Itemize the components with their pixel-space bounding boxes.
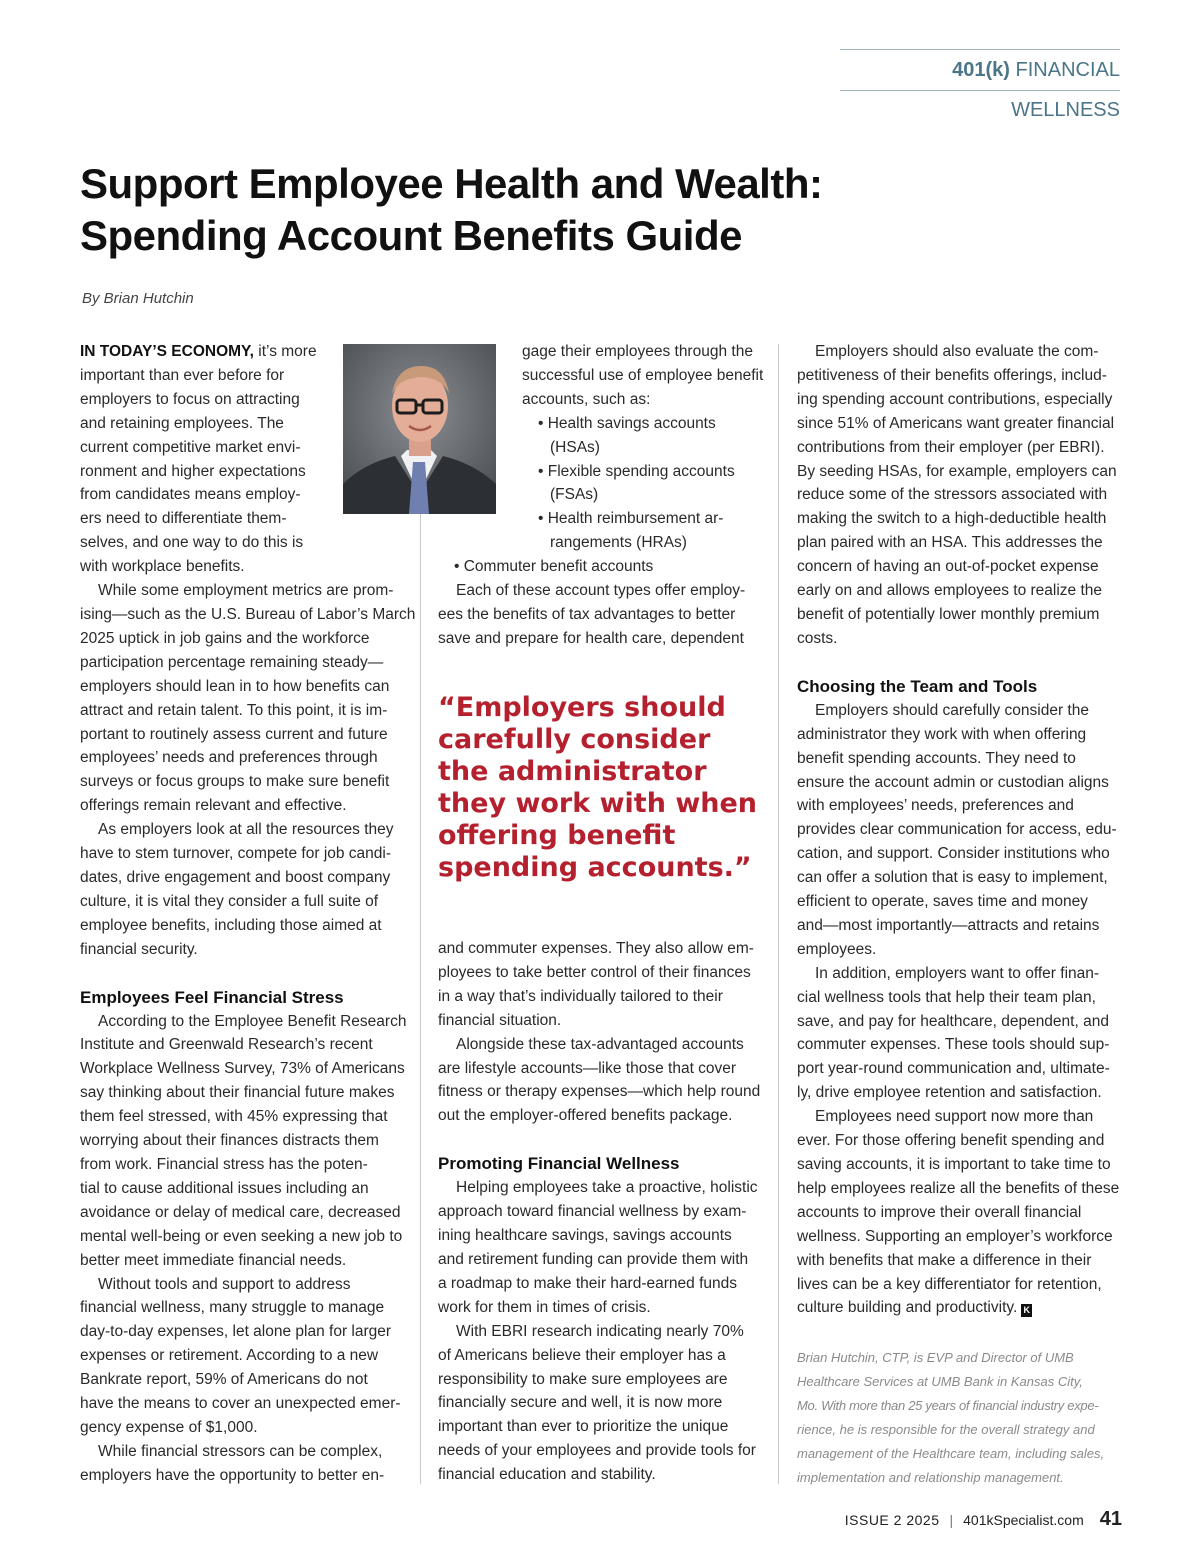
bullet-item: • Commuter benefit accounts	[454, 558, 654, 576]
text-line: out the employer-offered benefits package.	[438, 1107, 733, 1125]
text-line: employers should lean in to how benefits can	[80, 677, 390, 695]
section-label	[840, 49, 1120, 121]
text-line: financial situation.	[438, 1011, 562, 1029]
text-line: since 51% of Americans want greater financial	[797, 414, 1115, 432]
section-label-strong: 401(k)	[952, 59, 1010, 81]
column-2-bottom	[438, 937, 768, 1487]
author-bio	[797, 1346, 1127, 1489]
pull-quote-line: “Employers should	[438, 692, 726, 723]
text-line: save, and pay for healthcare, dependent, and	[797, 1012, 1109, 1030]
bio-line: management of the Healthcare team, including sales,	[797, 1445, 1105, 1461]
text-line: and—most importantly—attracts and retains	[797, 916, 1100, 934]
text-line: financial security.	[80, 940, 198, 958]
article-title	[80, 158, 1080, 262]
text-line: can offer a solution that is easy to implement,	[797, 869, 1108, 887]
title-line: Support Employee Health and Wealth:	[80, 160, 823, 207]
text-line: plan paired with an HSA. This addresses the	[797, 534, 1103, 552]
text-line: in a way that’s individually tailored to their	[438, 987, 723, 1005]
text-line: making the switch to a high-deductible health	[797, 510, 1107, 528]
bio-line: Mo. With more than 25 years of financial industry expe-	[797, 1397, 1099, 1413]
text-line: Each of these account types offer employ-	[456, 582, 746, 600]
text-line: help employees realize all the benefits of these	[797, 1179, 1120, 1197]
text-line: lives can be a key differentiator for retention,	[797, 1275, 1102, 1293]
footer-separator: |	[949, 1512, 954, 1528]
text-line: tial to cause additional issues including an	[80, 1179, 369, 1197]
bullet-item-cont: rangements (HRAs)	[550, 534, 687, 552]
pull-quote-line: carefully consider	[438, 724, 711, 755]
text-line: with workplace benefits.	[80, 558, 245, 576]
text-line: from candidates means employ-	[80, 486, 301, 504]
paragraph	[80, 1010, 410, 1273]
text-line: better meet immediate financial needs.	[80, 1251, 347, 1269]
text-line: expenses or retirement. According to a new	[80, 1347, 379, 1365]
text-line: financial wellness, many struggle to manage	[80, 1299, 385, 1317]
text-line: cial wellness tools that help their team plan,	[797, 988, 1096, 1006]
text-line: important than ever to prioritize the unique	[438, 1418, 729, 1436]
text-line: benefit spending accounts. They need to	[797, 749, 1076, 767]
text-line: and commuter expenses. They also allow em-	[438, 940, 754, 957]
text-line: In addition, employers want to offer finan-	[815, 964, 1100, 982]
issue-label: ISSUE 2 2025	[844, 1512, 940, 1528]
text-line: Employees need support now more than	[815, 1108, 1094, 1126]
text-line: culture building and productivity.	[797, 1299, 1018, 1317]
bullet-item-cont: (HSAs)	[550, 438, 600, 456]
byline: By Brian Hutchin	[82, 290, 194, 307]
text-line: mental well-being or even seeking a new job to	[80, 1227, 403, 1245]
text-line: selves, and one way to do this is	[80, 534, 304, 552]
text-line: Employers should also evaluate the com-	[815, 343, 1099, 360]
text-line: successful use of employee benefit	[522, 366, 764, 384]
text-line: employees.	[797, 940, 877, 958]
text-line: important than ever before for	[80, 366, 285, 384]
text-line: with benefits that make a difference in their	[797, 1251, 1092, 1269]
text-line: gency expense of $1,000.	[80, 1418, 258, 1436]
paragraph	[80, 1440, 410, 1488]
text-line: day-to-day expenses, let alone plan for larger	[80, 1323, 392, 1341]
bio-line: rience, he is responsible for the overall strategy and	[797, 1421, 1095, 1437]
text-line: ing spending account contributions, especially	[797, 390, 1113, 408]
text-line: cation, and support. Consider institutions who	[797, 845, 1110, 863]
text-line: ever. For those offering benefit spending and	[797, 1132, 1105, 1150]
text-line: 2025 uptick in job gains and the workforce	[80, 629, 370, 647]
end-mark-icon: K	[1021, 1304, 1032, 1317]
column-rule-right	[778, 344, 779, 1484]
text-line: participation percentage remaining steady—	[80, 653, 384, 671]
text-line: petitiveness of their benefits offerings, includ-	[797, 366, 1107, 384]
text-line: with employees’ needs, preferences and	[797, 797, 1074, 815]
bullet-item: • Health reimbursement ar-	[538, 510, 724, 528]
text-line: benefit of potentially lower monthly premium	[797, 605, 1100, 623]
page-footer	[845, 1508, 1122, 1538]
text-line: responsibility to make sure employees are	[438, 1370, 728, 1388]
text-line: Institute and Greenwald Research’s recent	[80, 1036, 373, 1054]
text-line: financially secure and well, it is now more	[438, 1394, 723, 1412]
text-line: Alongside these tax-advantaged accounts	[456, 1035, 744, 1053]
text-line: accounts, such as:	[522, 390, 651, 408]
text-line: port year-round communication and, ultimate-	[797, 1060, 1110, 1078]
bio-line: implementation and relationship management.	[797, 1469, 1064, 1485]
text-line: offerings remain relevant and effective.	[80, 797, 347, 815]
text-line: reduce some of the stressors associated with	[797, 486, 1108, 504]
column-rule-left	[420, 344, 421, 1484]
text-line: ees the benefits of tax advantages to better	[438, 605, 736, 623]
text-line: fitness or therapy expenses—which help round	[438, 1083, 761, 1101]
text-line: Workplace Wellness Survey, 73% of Americans	[80, 1060, 405, 1078]
text-line: approach toward financial wellness by exam-	[438, 1203, 747, 1221]
text-line: costs.	[797, 629, 838, 647]
text-line: efficient to operate, saves time and money	[797, 893, 1088, 911]
text-line: surveys or focus groups to make sure benefit	[80, 773, 390, 791]
text-line: current competitive market envi-	[80, 438, 301, 456]
title-line: Spending Account Benefits Guide	[80, 212, 742, 259]
text-line: of Americans believe their employer has a	[438, 1346, 726, 1364]
pull-quote-line: offering benefit	[438, 820, 676, 851]
text-line: a roadmap to make their hard-earned funds	[438, 1274, 737, 1292]
pull-quote-line: they work with when	[438, 788, 758, 819]
text-line: financial education and stability.	[438, 1466, 656, 1484]
text-line: saving accounts, it is important to take time to	[797, 1156, 1111, 1173]
subhead-financial-stress: Employees Feel Financial Stress	[80, 987, 344, 1007]
text-line: worrying about their finances distracts them	[80, 1132, 379, 1150]
bullet-item: • Flexible spending accounts	[538, 462, 735, 480]
text-line: save and prepare for health care, dependent	[438, 629, 744, 647]
text-line: employers to focus on attracting	[80, 390, 300, 408]
text-line: gage their employees through the	[522, 343, 753, 360]
text-line: While financial stressors can be complex,	[98, 1442, 383, 1460]
text-line: As employers look at all the resources they	[98, 821, 394, 839]
lead-in: IN TODAY’S ECONOMY,	[80, 343, 254, 360]
subhead-promoting: Promoting Financial Wellness	[438, 1154, 680, 1174]
paragraph-intro	[80, 340, 410, 579]
paragraph	[80, 579, 416, 818]
site-link[interactable]: 401kSpecialist.com	[963, 1512, 1084, 1528]
paragraph	[80, 1273, 410, 1440]
text-line: and retirement funding can provide them with	[438, 1250, 749, 1268]
text-line: culture, it is vital they consider a full suite of	[80, 892, 379, 910]
text-line: employers have the opportunity to better en-	[80, 1466, 385, 1484]
bio-line: Healthcare Services at UMB Bank in Kansas City,	[797, 1373, 1083, 1389]
text-line: Employers should carefully consider the	[815, 701, 1089, 719]
bullet-item-cont: (FSAs)	[550, 486, 599, 504]
text-line: Without tools and support to address	[98, 1275, 351, 1293]
text-line: contributions from their employer (per EBRI).	[797, 438, 1105, 456]
text-line: have to stem turnover, compete for job candi-	[80, 845, 392, 863]
text-line: ining healthcare savings, savings accounts	[438, 1227, 732, 1245]
text-line: needs of your employees and provide tools for	[438, 1442, 756, 1460]
bio-line: Brian Hutchin, CTP, is EVP and Director of UMB	[797, 1350, 1074, 1365]
text-line: have the means to cover an unexpected emer-	[80, 1395, 401, 1413]
pull-quote-line: the administrator	[438, 756, 707, 787]
text-line: ronment and higher expectations	[80, 462, 306, 480]
column-1	[80, 340, 416, 1488]
text-line: attract and retain talent. To this point, it is im-	[80, 701, 388, 719]
text-line: work for them in times of crisis.	[438, 1298, 651, 1316]
subhead-choosing: Choosing the Team and Tools	[797, 676, 1038, 696]
text-line: ly, drive employee retention and satisfaction.	[797, 1084, 1102, 1102]
text-line: While some employment metrics are prom-	[98, 582, 394, 600]
bullet-item: • Health savings accounts	[538, 414, 716, 432]
text-line: commuter expenses. These tools should sup-	[797, 1036, 1110, 1054]
text-line: dates, drive engagement and boost company	[80, 868, 391, 886]
text-line: According to the Employee Benefit Research	[98, 1012, 407, 1030]
text-line: wellness. Supporting an employer’s workforce	[797, 1227, 1113, 1245]
pull-quote	[438, 692, 768, 884]
text-line: say thinking about their financial future makes	[80, 1084, 395, 1102]
text-line: them feel stressed, with 45% expressing that	[80, 1108, 388, 1126]
text-line: portant to routinely assess current and future	[80, 725, 388, 743]
text-line: ers need to differentiate them-	[80, 510, 287, 528]
column-2-top	[438, 340, 768, 651]
pull-quote-line: spending accounts.”	[438, 852, 752, 883]
text-line: it’s more	[253, 343, 317, 360]
text-line: ployees to take better control of their finances	[438, 963, 751, 981]
text-line: employee benefits, including those aimed at	[80, 916, 382, 934]
text-line: from work. Financial stress has the poten-	[80, 1156, 368, 1173]
text-line: administrator they work with when offering	[797, 725, 1087, 743]
text-line: Helping employees take a proactive, holistic	[456, 1179, 758, 1197]
text-line: ensure the account admin or custodian aligns	[797, 773, 1109, 791]
text-line: concern of having an out-of-pocket expense	[797, 558, 1099, 576]
text-line: are lifestyle accounts—like those that cover	[438, 1059, 737, 1077]
text-line: By seeding HSAs, for example, employers can	[797, 462, 1117, 480]
page-number: 41	[1099, 1508, 1122, 1530]
text-line: With EBRI research indicating nearly 70%	[456, 1322, 744, 1340]
text-line: ising—such as the U.S. Bureau of Labor’s March	[80, 605, 416, 623]
text-line: accounts to improve their overall financial	[797, 1203, 1082, 1221]
column-3	[797, 340, 1127, 1320]
text-line: employees’ needs and preferences through	[80, 749, 378, 767]
text-line: avoidance or delay of medical care, decreased	[80, 1203, 401, 1221]
paragraph	[80, 818, 410, 961]
section-label-rest: FINANCIAL WELLNESS	[1009, 59, 1120, 121]
text-line: provides clear communication for access, edu-	[797, 821, 1117, 839]
text-line: early on and allows employees to realize the	[797, 582, 1103, 600]
text-line: and retaining employees. The	[80, 414, 284, 432]
text-line: Bankrate report, 59% of Americans do not	[80, 1371, 368, 1389]
